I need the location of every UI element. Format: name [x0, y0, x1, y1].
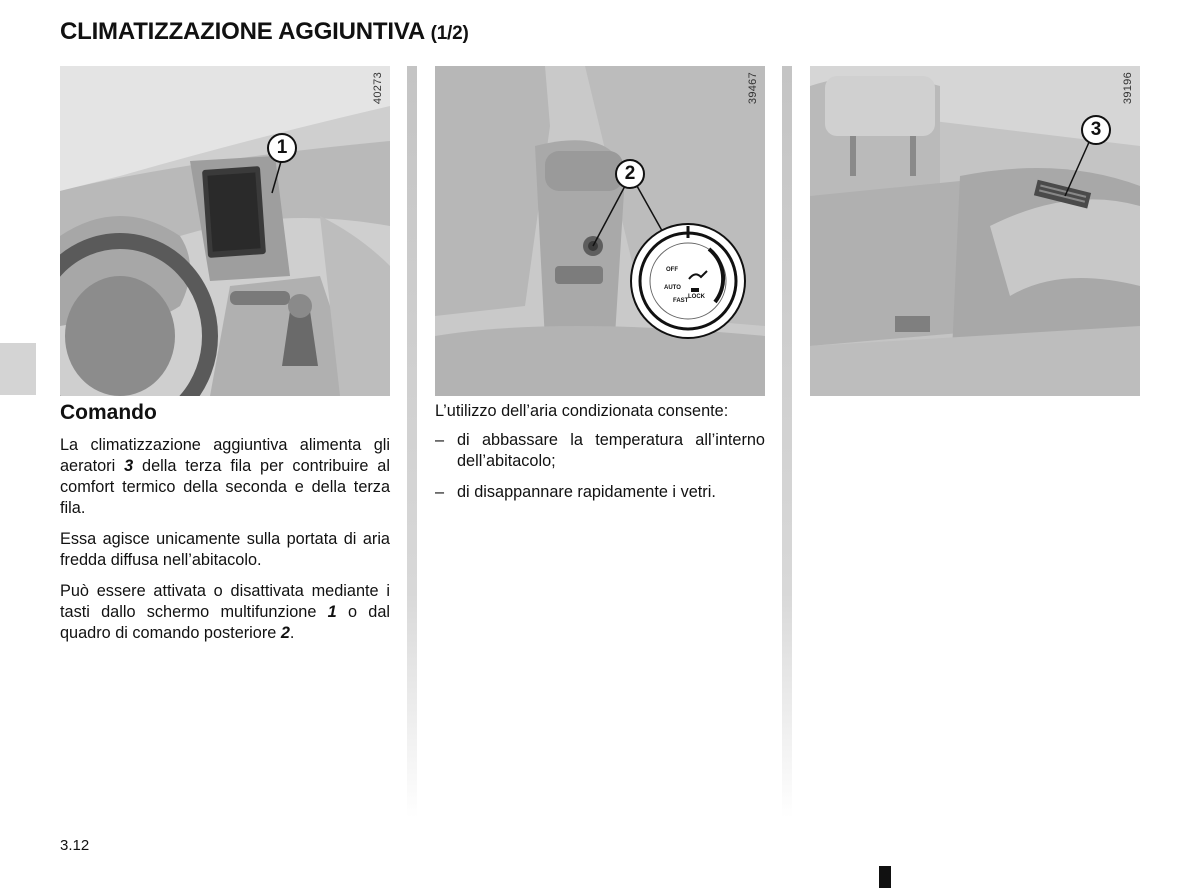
callout-ref-3: 3	[124, 457, 134, 475]
list-item: – di abbassare la temperatura all’interno dell’abitacolo;	[435, 431, 765, 470]
callout-3: 3	[1081, 115, 1111, 145]
lock-indicator-icon	[691, 288, 699, 292]
figure-third-row-vent	[810, 66, 1140, 396]
title-main: CLIMATIZZAZIONE AGGIUNTIVA	[60, 18, 425, 45]
paragraph-airflow: Essa agisce unicamente sulla portata di aria fredda diffusa nell’abitacolo.	[60, 530, 390, 569]
dashboard-illustration	[60, 66, 390, 396]
callout-ref-2: 2	[280, 624, 290, 642]
page-title	[60, 18, 469, 46]
page-number: 3.12	[60, 837, 90, 854]
bullet-dash: –	[435, 431, 445, 449]
usage-intro: L’utilizzo dell’aria condizionata consente:	[435, 402, 729, 420]
dial-label-off: OFF	[666, 267, 678, 273]
chapter-tab	[0, 343, 36, 395]
figure-rear-console	[435, 66, 765, 396]
rear-console-illustration	[435, 66, 765, 396]
figure-reference-number: 39196	[1122, 72, 1134, 105]
column-separator	[407, 66, 417, 818]
callout-2: 2	[615, 159, 645, 189]
column-separator	[782, 66, 792, 818]
callout-1: 1	[267, 133, 297, 163]
title-part: (1/2)	[430, 23, 469, 44]
callout-ref-1: 1	[327, 603, 337, 621]
figure-reference-number: 40273	[372, 72, 384, 105]
print-edge-mark	[879, 866, 891, 888]
usage-section	[435, 401, 765, 513]
section-heading: Comando	[60, 401, 157, 424]
list-item: – di disappannare rapidamente i vetri.	[435, 483, 716, 501]
dial-label-auto: AUTO	[664, 285, 681, 291]
control-section	[60, 400, 390, 654]
bullet-dash: –	[435, 483, 445, 501]
usage-list	[435, 430, 765, 503]
dial-label-fast: FAST	[673, 298, 689, 304]
figure-dashboard	[60, 66, 390, 396]
paragraph-aerators: La climatizzazione aggiuntiva alimenta gli aeratori 3 della terza fila per contribuire al comfort termico della seconda e della terza fila.	[60, 436, 390, 517]
figure-reference-number: 39467	[747, 72, 759, 105]
dial-label-lock: LOCK	[688, 294, 705, 300]
paragraph-activation: Può essere attivata o disattivata mediante i tasti dallo schermo multifunzione 1 o dal quadro di comando posteriore 2.	[60, 582, 390, 642]
